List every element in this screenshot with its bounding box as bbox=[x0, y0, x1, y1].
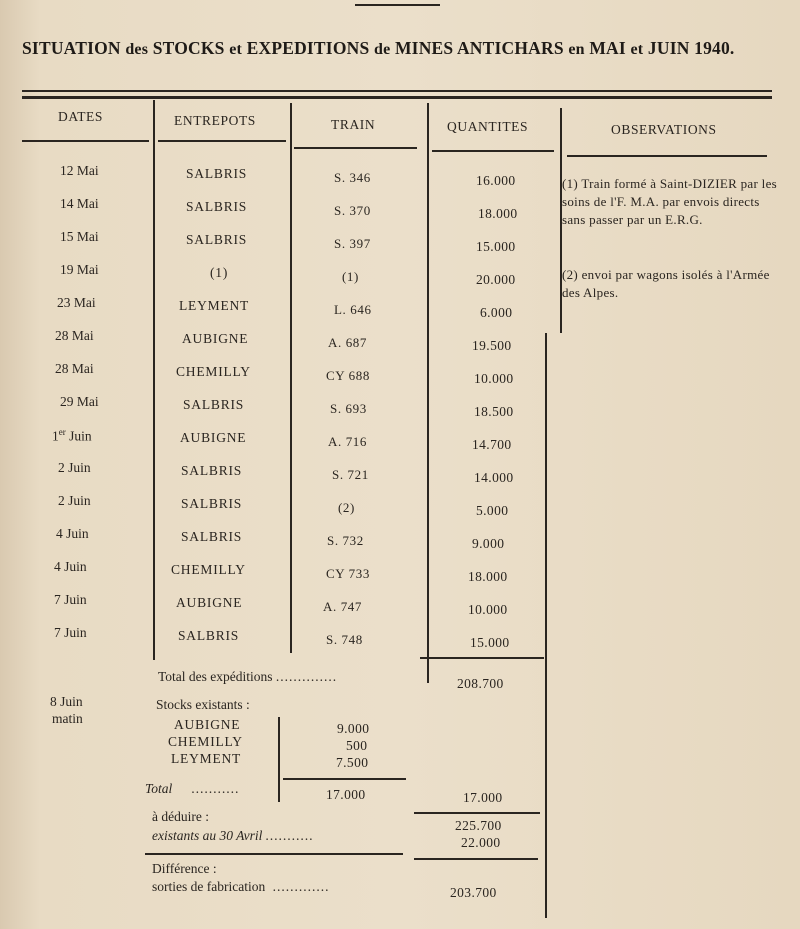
header-observations: OBSERVATIONS bbox=[611, 122, 717, 137]
value-225700: 225.700 bbox=[455, 818, 502, 833]
date-8-juin: 8 Juin bbox=[50, 694, 83, 709]
row-entrepot: SALBRIS bbox=[186, 166, 248, 181]
row-train: CY 688 bbox=[326, 368, 370, 383]
title-part: MINES ANTICHARS bbox=[394, 38, 564, 58]
row-train: A. 716 bbox=[328, 434, 367, 449]
header-dates: DATES bbox=[58, 109, 104, 124]
title-part: et bbox=[630, 41, 644, 58]
row-date: 7 Juin bbox=[54, 592, 87, 607]
row-date: 15 Mai bbox=[60, 229, 99, 244]
row-train: S. 370 bbox=[334, 203, 371, 218]
row-train: S. 346 bbox=[334, 170, 371, 185]
existants-label bbox=[152, 828, 314, 844]
total-expeditions-text: Total des expéditions bbox=[158, 669, 273, 684]
row-quantity: 10.000 bbox=[474, 371, 514, 386]
row-quantity: 14.000 bbox=[474, 470, 514, 485]
stock-value: 7.500 bbox=[336, 755, 369, 770]
page-title bbox=[22, 38, 735, 59]
title-part: de bbox=[373, 41, 391, 58]
row-quantity: 5.000 bbox=[476, 503, 509, 518]
stocks-total-rule bbox=[283, 778, 406, 780]
row-date: 23 Mai bbox=[57, 295, 96, 310]
title-part: JUIN 1940. bbox=[647, 38, 735, 58]
sorties-dots: ............. bbox=[272, 879, 330, 894]
total-expeditions-value: 208.700 bbox=[457, 676, 504, 691]
sorties-text: sorties de fabrication bbox=[152, 879, 266, 894]
stock-name: AUBIGNE bbox=[174, 717, 241, 732]
quantities-total-rule bbox=[420, 657, 544, 659]
existants-text: existants au 30 Avril bbox=[152, 828, 263, 843]
header-quantites: QUANTITES bbox=[447, 119, 529, 134]
row-entrepot: AUBIGNE bbox=[180, 430, 247, 445]
difference-rule-right bbox=[414, 858, 538, 860]
header-underline-observations bbox=[567, 155, 767, 157]
column-divider-main-left bbox=[153, 325, 155, 660]
header-underline-quantites bbox=[432, 150, 554, 152]
row-quantity: 19.500 bbox=[472, 338, 512, 353]
observation-note-1: (1) Train formé à Saint-DIZIER par les soins de l'F. M.A. par envois directs sans passer par un E.R.G. bbox=[562, 176, 778, 227]
top-mark-rule bbox=[355, 4, 440, 6]
first-june-superscript: er bbox=[58, 427, 66, 437]
column-divider-train bbox=[427, 103, 429, 683]
row-quantity: 20.000 bbox=[476, 272, 516, 287]
title-part: EXPEDITIONS bbox=[246, 38, 370, 58]
row-date bbox=[52, 427, 92, 445]
sorties-label bbox=[152, 879, 329, 895]
row-train: S. 397 bbox=[334, 236, 371, 251]
header-top-rule-2 bbox=[22, 96, 772, 99]
row-date: 28 Mai bbox=[55, 361, 94, 376]
header-underline-dates bbox=[22, 140, 149, 142]
row-date: 12 Mai bbox=[60, 163, 99, 178]
header-entrepots: ENTREPOTS bbox=[174, 113, 256, 128]
row-quantity: 15.000 bbox=[470, 635, 510, 650]
stocks-existants-label: Stocks existants : bbox=[156, 697, 250, 712]
row-date: 19 Mai bbox=[60, 262, 99, 277]
total-train-value: 17.000 bbox=[326, 787, 366, 802]
row-quantity: 18.000 bbox=[468, 569, 508, 584]
row-quantity: 16.000 bbox=[476, 173, 516, 188]
total-label bbox=[145, 781, 240, 797]
total-dots: ........... bbox=[191, 781, 240, 796]
row-entrepot: CHEMILLY bbox=[176, 364, 251, 379]
title-part: STOCKS bbox=[152, 38, 225, 58]
row-train: S. 721 bbox=[332, 467, 369, 482]
row-quantity: 18.000 bbox=[478, 206, 518, 221]
row-quantity: 14.700 bbox=[472, 437, 512, 452]
header-underline-train bbox=[294, 147, 417, 149]
title-part: SITUATION bbox=[22, 38, 121, 58]
row-quantity: 15.000 bbox=[476, 239, 516, 254]
existants-dots: ........... bbox=[265, 828, 314, 843]
header-underline-entrepots bbox=[158, 140, 286, 142]
title-part: et bbox=[229, 41, 243, 58]
row-entrepot: SALBRIS bbox=[181, 529, 243, 544]
row-train: A. 747 bbox=[323, 599, 362, 614]
row-date: 2 Juin bbox=[58, 493, 91, 508]
first-june-number: 1 bbox=[52, 428, 59, 444]
column-divider-entrepots bbox=[290, 103, 292, 653]
row-entrepot: (1) bbox=[210, 265, 229, 280]
total-text: Total bbox=[145, 781, 173, 796]
title-part: des bbox=[125, 41, 149, 58]
row-date: 14 Mai bbox=[60, 196, 99, 211]
first-june-month: Juin bbox=[65, 428, 92, 444]
row-quantity: 18.500 bbox=[474, 404, 514, 419]
row-train: (1) bbox=[342, 269, 359, 284]
row-train: L. 646 bbox=[334, 302, 372, 317]
row-quantity: 10.000 bbox=[468, 602, 508, 617]
column-divider-dates bbox=[153, 100, 155, 325]
stock-name: LEYMENT bbox=[171, 751, 242, 766]
difference-label: Différence : bbox=[152, 861, 217, 876]
observation-note-2: (2) envoi par wagons isolés à l'Armée des Alpes. bbox=[562, 267, 770, 300]
date-matin: matin bbox=[52, 711, 83, 726]
row-date: 7 Juin bbox=[54, 625, 87, 640]
total-expeditions-label bbox=[158, 669, 337, 685]
difference-value: 203.700 bbox=[450, 885, 497, 900]
difference-rule-left bbox=[145, 853, 403, 855]
title-part: en bbox=[568, 41, 585, 58]
row-entrepot: AUBIGNE bbox=[176, 595, 243, 610]
row-entrepot: LEYMENT bbox=[179, 298, 250, 313]
row-quantity: 9.000 bbox=[472, 536, 505, 551]
row-entrepot: SALBRIS bbox=[183, 397, 245, 412]
total-expeditions-dots: .............. bbox=[275, 669, 338, 684]
header-train: TRAIN bbox=[331, 117, 376, 132]
stock-value: 500 bbox=[346, 738, 368, 753]
row-entrepot: SALBRIS bbox=[178, 628, 240, 643]
row-date: 29 Mai bbox=[60, 394, 99, 409]
row-train: S. 748 bbox=[326, 632, 363, 647]
row-date: 2 Juin bbox=[58, 460, 91, 475]
row-train: A. 687 bbox=[328, 335, 367, 350]
row-entrepot: SALBRIS bbox=[186, 199, 248, 214]
row-train: CY 733 bbox=[326, 566, 370, 581]
row-train: (2) bbox=[338, 500, 355, 515]
a-deduire-label: à déduire : bbox=[152, 809, 209, 824]
value-22000: 22.000 bbox=[461, 835, 501, 850]
row-entrepot: AUBIGNE bbox=[182, 331, 249, 346]
row-entrepot: CHEMILLY bbox=[171, 562, 246, 577]
qty-deduction-rule bbox=[414, 812, 540, 814]
stocks-box-left-rule bbox=[278, 717, 280, 802]
title-part: MAI bbox=[589, 38, 626, 58]
row-train: S. 693 bbox=[330, 401, 367, 416]
row-date: 28 Mai bbox=[55, 328, 94, 343]
row-entrepot: SALBRIS bbox=[181, 463, 243, 478]
stock-value: 9.000 bbox=[337, 721, 370, 736]
row-quantity: 6.000 bbox=[480, 305, 513, 320]
row-date: 4 Juin bbox=[56, 526, 89, 541]
row-entrepot: SALBRIS bbox=[181, 496, 243, 511]
header-top-rule bbox=[22, 90, 772, 92]
row-date: 4 Juin bbox=[54, 559, 87, 574]
row-entrepot: SALBRIS bbox=[186, 232, 248, 247]
total-qty-value: 17.000 bbox=[463, 790, 503, 805]
stock-name: CHEMILLY bbox=[168, 734, 243, 749]
row-train: S. 732 bbox=[327, 533, 364, 548]
column-divider-right bbox=[545, 333, 547, 918]
